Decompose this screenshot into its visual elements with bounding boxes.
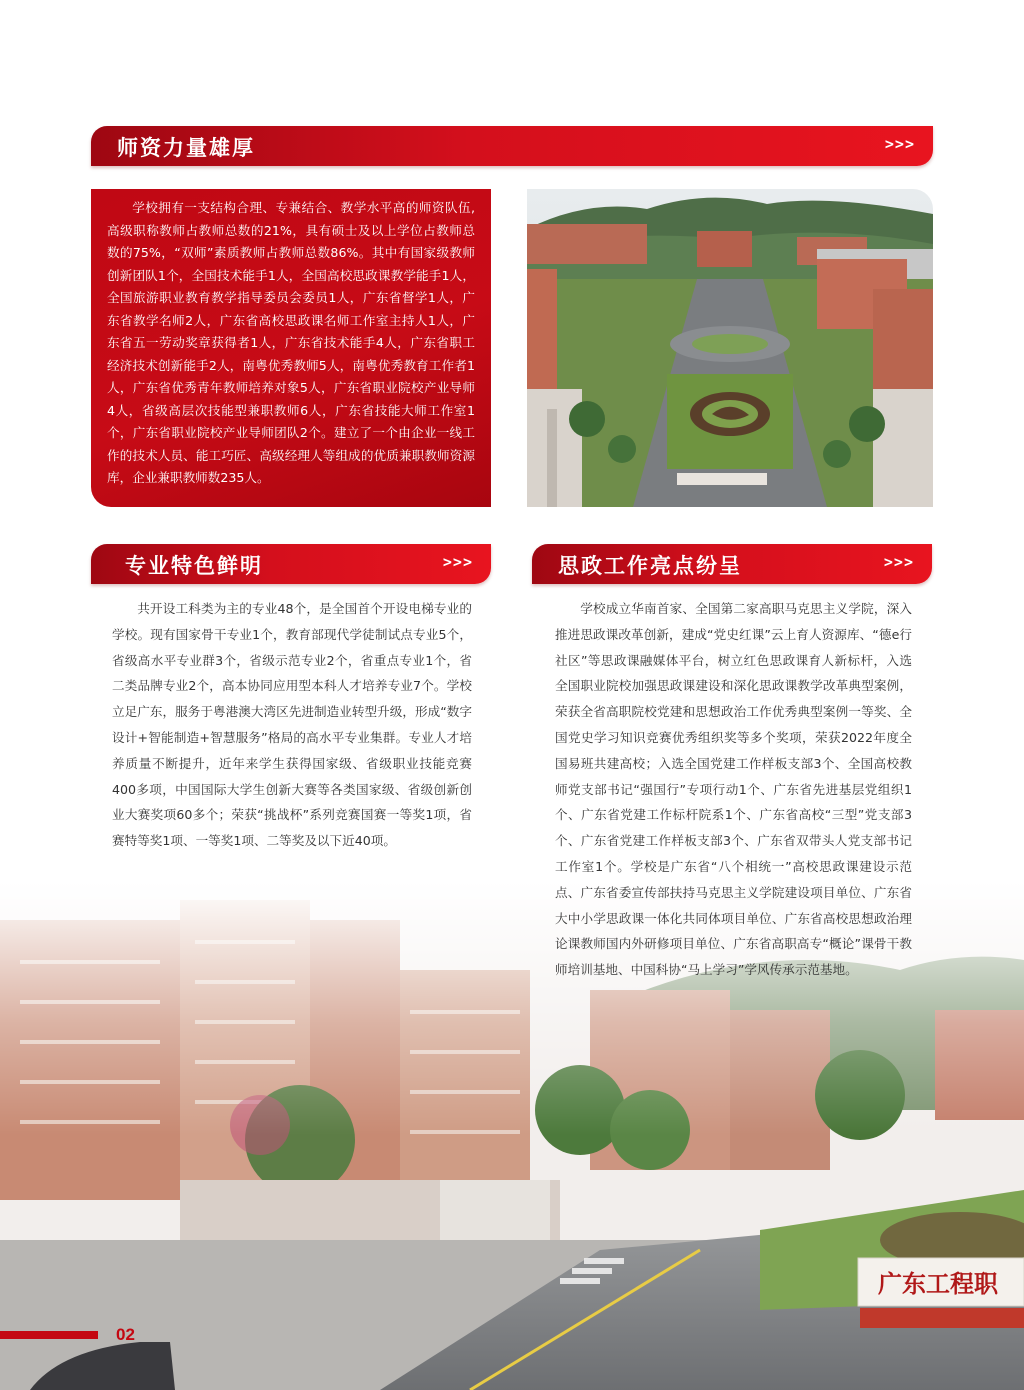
section-header-faculty	[91, 126, 933, 166]
campus-aerial-photo	[527, 189, 933, 507]
chevron-arrows-icon: >>>	[442, 553, 473, 571]
faculty-text-panel	[91, 189, 491, 507]
chevron-arrows-icon: >>>	[883, 553, 914, 571]
ideology-text	[555, 596, 912, 983]
section-title: 专业特色鲜明	[125, 554, 263, 578]
page-number-bar	[0, 1331, 98, 1339]
section-header-majors	[91, 544, 491, 584]
section-title: 思政工作亮点纷呈	[558, 554, 742, 578]
majors-paragraph: 共开设工科类为主的专业48个，是全国首个开设电梯专业的学校。现有国家骨干专业1个，教育部现代学徒制试点专业5个，省级高水平专业群3个，省级示范专业2个，省重点专业1个，省二类品牌专业2个，高本协同应用型本科人才培养专业7个。学校立足广东，服务于粤港澳大湾区先进制造业转型升级，形成“数字设计+智能制造+智慧服务”格局的高水平专业集群。专业人才培养质量不断提升，近年来学生获得国家级、省级职业技能竞赛400多项，中国国际大学生创新大赛等各类国家级、省级创新创业大赛奖项60多个；荣获“挑战杯”系列竞赛国赛一等奖1项，省赛特等奖1项、一等奖1项、二等奖及以下近40项。	[112, 601, 472, 849]
chevron-arrows-icon: >>>	[884, 135, 915, 153]
faculty-paragraph: 学校拥有一支结构合理、专兼结合、教学水平高的师资队伍,高级职称教师占教师总数的21%，具有硕士及以上学位占教师总数的75%，“双师”素质教师占教师总数86%。其中有国家级教师创新团队1个，全国技术能手1人，全国高校思政课教学能手1人，全国旅游职业教育教学指导委员会委员1人，广东省督学1人，广东省教学名师2人，广东省高校思政课名师工作室主持人1人，广东省五一劳动奖章获得者1人，广东省技术能手4人，广东省职工经济技术创新能手2人，南粤优秀教师5人，南粤优秀教育工作者1人，广东省优秀青年教师培养对象5人，广东省职业院校产业导师4人，省级高层次技能型兼职教师6人，广东省技能大师工作室1个，广东省职业院校产业导师团队2个。建立了一个由企业一线工作的技术人员、能工巧匠、高级经理人等组成的优质兼职教师资源库，企业兼职教师数235人。	[107, 200, 475, 485]
section-title: 师资力量雄厚	[117, 136, 255, 160]
page-number: 02	[116, 1325, 135, 1344]
section-header-ideology	[532, 544, 932, 584]
ideology-paragraph: 学校成立华南首家、全国第二家高职马克思主义学院，深入推进思政课改革创新，建成“党史红课”云上育人资源库、“德e行社区”等思政课融媒体平台，树立红色思政课育人新标杆，入选全国职业院校加强思政课建设和深化思政课教学改革典型案例，荣获全省高职院校党建和思想政治工作优秀典型案例一等奖、全国党史学习知识竞赛优秀组织奖等多个奖项，荣获2022年度全国易班共建高校；入选全国党建工作样板支部3个、全国高校教师党支部书记“强国行”专项行动1个、广东省先进基层党组织1个、广东省党建工作标杆院系1个、广东省高校“三型”党支部3个、广东省党建工作样板支部3个、广东省双带头人党支部书记工作室1个。学校是广东省“八个相统一”高校思政课建设示范点、广东省委宣传部扶持马克思主义学院建设项目单位、广东省大中小学思政课一体化共同体项目单位、广东省高校思想政治理论课教师国内外研修项目单位、广东省高职高专“概论”课骨干教师培训基地、中国科协“马上学习”学风传承示范基地。	[555, 601, 912, 978]
majors-text	[112, 596, 472, 854]
